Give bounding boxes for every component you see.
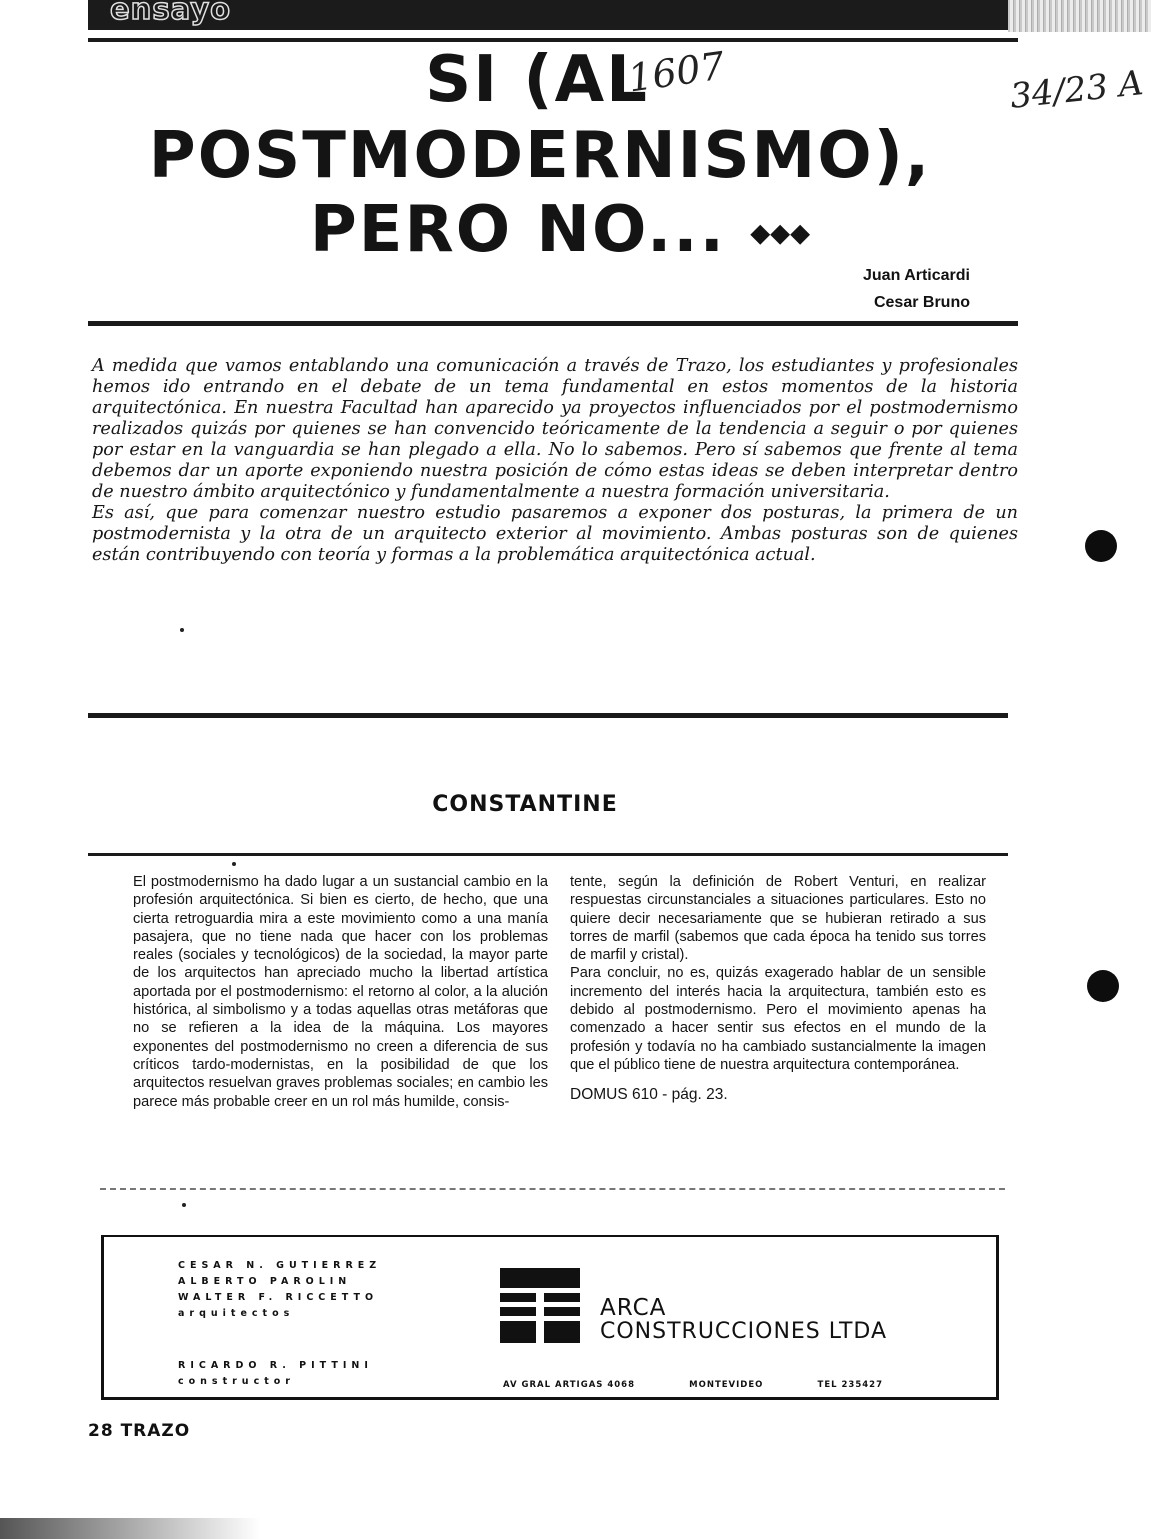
section-tag: ensayo: [110, 0, 232, 26]
column-left: [133, 873, 548, 1111]
title-ornament: ◆◆◆: [750, 218, 811, 249]
handwritten-note-title: 1607: [625, 43, 728, 101]
section-divider-rule: [88, 713, 1008, 718]
credit-line: CESAR N. GUTIERREZ: [178, 1260, 382, 1271]
section-title: CONSTANTINE: [432, 792, 618, 817]
credit-line: WALTER F. RICCETTO: [178, 1292, 379, 1303]
handwritten-note-corner: 34/23 A: [1008, 63, 1146, 117]
title-line-1: SI (AL: [425, 43, 649, 117]
author-name: Cesar Bruno: [873, 294, 970, 311]
company-name-line-2: CONSTRUCCIONES LTDA: [600, 1319, 888, 1344]
company-logo-icon: [500, 1268, 580, 1343]
title-line-2: POSTMODERNISMO),: [148, 119, 932, 193]
credit-line: RICARDO R. PITTINI: [178, 1360, 373, 1371]
page-folio: 28 TRAZO: [88, 1421, 191, 1441]
scan-edge-noise: [1008, 0, 1151, 32]
scan-speck: [180, 628, 184, 632]
credit-role: constructor: [178, 1376, 295, 1387]
credit-role: arquitectos: [178, 1308, 295, 1319]
intro-paragraph: Es así, que para comenzar nuestro estudio pasaremos a exponer dos posturas, la primera de un postmodernista y la otra de un arquitecto exterior al movimiento. Ambas posturas son de quienes están contribuyendo con teoría y formas a la problemática arquitectónica actual.: [92, 503, 1018, 565]
advertisement-credits: [178, 1258, 388, 1390]
credit-line: ALBERTO PAROLIN: [178, 1276, 352, 1287]
body-paragraph: tente, según la definición de Robert Venturi, en realizar respuestas circunstanciales a situaciones particulares. Esto no quiere decir necesariamente que se hubieran retirado a sus torres de marfil (sabemos que cada época ha tenido sus torres de marfil y cristal).: [570, 874, 986, 964]
intro-paragraph: A medida que vamos entablando una comunicación a través de Trazo, los estudiantes y profesionales hemos ido entrando en el debate de un tema fundamental en estos momentos de la historia arquitectónica. En nuestra Facultad han aparecido ya proyectos influenciados por el postmodernismo realizados quizás por quienes se han convencido teóricamente de la tendencia a seguir o por quienes por estar en la vanguardia se han plegado a ella. No lo sabemos. Pero sí sabemos que frente al tema debemos dar un aporte exponiendo nuestra posición de cómo estas ideas se deben interpretar dentro de nuestro ámbito arquitectónico y fundamentalmente a nuestra formación universitaria.: [92, 356, 1018, 502]
body-paragraph: Para concluir, no es, quizás exagerado hablar de un sensible incremento del interés hacia la arquitectura, también esto es debido al postmodernismo. Pero el movimiento apenas ha comenzado a hacer sentir sus efectos en el mundo de la profesión y todavía no ha cambiado sustancialmente la imagen que el público tiene de nuestra arquitectura contemporánea.: [570, 965, 986, 1073]
company-name-line-1: ARCA: [600, 1295, 667, 1321]
intro-text: [92, 356, 1018, 566]
scan-speck: [232, 862, 236, 866]
column-right: [570, 873, 986, 1105]
dotted-separator: [100, 1188, 1005, 1190]
address-street: AV GRAL ARTIGAS 4068: [503, 1380, 636, 1390]
address-city: MONTEVIDEO: [689, 1380, 764, 1390]
scan-speck: [182, 1203, 186, 1207]
source-citation: DOMUS 610 - pág. 23.: [570, 1086, 728, 1104]
rule-under-section-title: [88, 853, 1008, 856]
binder-hole: [1087, 970, 1119, 1002]
top-rule: [88, 38, 1018, 42]
address-phone: TEL 235427: [817, 1380, 883, 1390]
title-line-3: [160, 193, 960, 267]
title-line-3-text: PERO NO...: [309, 193, 726, 267]
scan-shadow-bottom: [0, 1518, 260, 1539]
author-name: Juan Articardi: [863, 267, 970, 284]
authors: [820, 262, 970, 316]
rule-under-authors: [88, 321, 1018, 326]
company-address: [503, 1380, 883, 1390]
body-paragraph: El postmodernismo ha dado lugar a un sustancial cambio en la profesión arquitectónica. Si bien es cierto, de hecho, que una cierta retroguardia mira a este movimiento como a una manía pasajera, que no tiene nada que hacer con los problemas reales (sociales y tecnológicos) de la sociedad, la mayor parte de los arquitectos han apreciado mucho la libertad artística aportada por el postmodernismo: el retorno al color, a la alución histórica, al simbolismo y a todas aquellas otras metáforas que no se refieren a la idea de la máquina. Los mayores exponentes del postmodernismo no creen a diferencia de sus críticos tardo-modernistas, en la posibilidad de que los arquitectos resuelvan graves problemas sociales; en cambio les parece más probable creer en un rol más humilde, consis-: [133, 874, 548, 1110]
company-name: [600, 1296, 887, 1344]
binder-hole: [1085, 530, 1117, 562]
article-title: [120, 43, 960, 267]
